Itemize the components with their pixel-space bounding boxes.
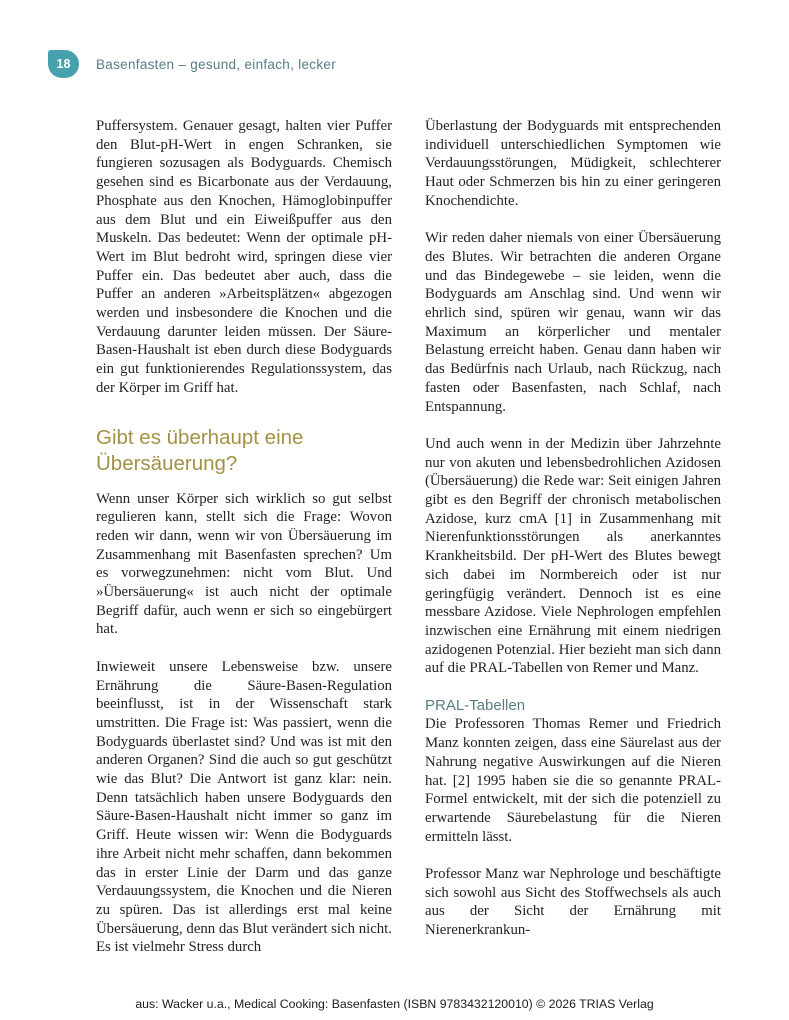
imprint-footer: aus: Wacker u.a., Medical Cooking: Basenfasten (ISBN 9783432120010) © 2026 TRIAS Verlag <box>135 997 654 1011</box>
page-number-badge: 18 <box>48 50 79 78</box>
text-columns <box>96 117 721 957</box>
body-paragraph: Die Professoren Thomas Remer und Friedrich Manz konnten zeigen, dass eine Säurelast aus der Nahrung negative Auswirkungen auf die Nieren hat. [2] 1995 haben sie die so genannte PRAL-Formel entwickelt, mit der sich die potenziell zu erwartende Säurebelastung für die Nieren ermitteln lässt. <box>425 716 721 845</box>
running-header <box>48 50 336 78</box>
body-paragraph: Professor Manz war Nephrologe und beschäftigte sich sowohl aus Sicht des Stoffwechsels als auch aus der Sicht der Ernährung mit Nierenerkrankun- <box>425 866 721 939</box>
left-column <box>96 117 392 957</box>
body-paragraph: Wir reden daher niemals von einer Übersäuerung des Blutes. Wir betrachten die anderen Organe und das Bindegewebe – sie leiden, wenn die Bodyguards am Anschlag sind. Und wenn wir ehrlich sind, spüren wir genau, wann wir das Maximum an körperlicher und mentaler Belastung erreicht haben. Genau dann haben wir das Bedürfnis nach Urlaub, nach Rückzug, nach fasten oder Basenfasten, nach Schlaf, nach Entspannung. <box>425 230 721 415</box>
body-paragraph: Überlastung der Bodyguards mit entsprechenden individuell unterschiedlichen Symptomen wie Verdauungsstörungen, Müdigkeit, schlechterer Haut oder Schmerzen bis hin zu einer geringeren Knochendichte. <box>425 118 721 209</box>
body-paragraph: Und auch wenn in der Medizin über Jahrzehnte nur von akuten und lebensbedrohlichen Azidosen (Übersäuerung) die Rede war: Seit einigen Jahren gibt es den Begriff der chronisch metabolischen Azidose, kurz cmA [1] in Zusammenhang mit Nierenfunktionsstörungen als anerkanntes Krankheitsbild. Der pH-Wert des Blutes bewegt sich dabei im Normbereich oder ist nur geringfügig verändert. Dennoch ist es eine messbare Azidose. Viele Nephrologen empfehlen inzwischen eine Ernährung mit einem niedrigen azidogenen Potenzial. Hier bezieht man sich dann auf die PRAL-Tabellen von Remer und Manz. <box>425 435 721 677</box>
body-paragraph: Wenn unser Körper sich wirklich so gut selbst regulieren kann, stellt sich die Frage: Wovon reden wir dann, wenn wir von Übersäuerung im Zusammenhang mit Basenfasten sprechen? Um es vorwegzunehmen: nicht vom Blut. Und »Übersäuerung« ist auch nicht der optimale Begriff dafür, auch wenn er sich so eingebürgert hat. <box>96 490 392 638</box>
body-paragraph: Inwieweit unsere Lebensweise bzw. unsere Ernährung die Säure-Basen-Regulation beeinflusst, ist in der Wissenschaft stark umstritten. Die Frage ist: Was passiert, wenn die Bodyguards überlastet sind? Und was ist mit den anderen Organen? Sind die auch so gut geschützt wie das Blut? Die Antwort ist ganz klar: nein. Denn tatsächlich haben unsere Bodyguards den Säure-Basen-Haushalt nicht immer so ganz im Griff. Heute wissen wir: Wenn die Bodyguards ihre Arbeit nicht mehr schaffen, dann bekommen das in erster Linie der Darm und das ganze Verdauungssystem, die Knochen und die Nieren zu spüren. Das ist allerdings erst mal keine Übersäuerung, denn das Blut verändert sich nicht. Es ist vielmehr Stress durch <box>96 658 392 956</box>
body-paragraph: Puffersystem. Genauer gesagt, halten vier Puffer den Blut-pH-Wert in engen Schranken, sie fungieren sozusagen als Bodyguards. Chemisch gesehen sind es Bicarbonate aus der Verdauung, Phosphate aus den Knochen, Hämoglobinpuffer aus dem Blut und ein Eiweißpuffer aus den Muskeln. Das bedeutet: Wenn der optimale pH-Wert im Blut bedroht wird, springen diese vier Puffer ein. Das bedeutet aber auch, dass die Puffer an anderen »Arbeitsplätzen« abgezogen werden und insbesondere die Knochen und die Verdauung darunter leiden müssen. Der Säure-Basen-Haushalt ist eben durch diese Bodyguards ein gut funktionierendes Regulationssystem, das der Körper im Griff hat. <box>96 118 392 396</box>
right-column <box>425 117 721 957</box>
running-header-title: Basenfasten – gesund, einfach, lecker <box>96 56 336 72</box>
subsection-heading: PRAL-Tabellen <box>425 696 526 714</box>
section-heading: Gibt es überhaupt eine Übersäuerung? <box>96 425 304 475</box>
